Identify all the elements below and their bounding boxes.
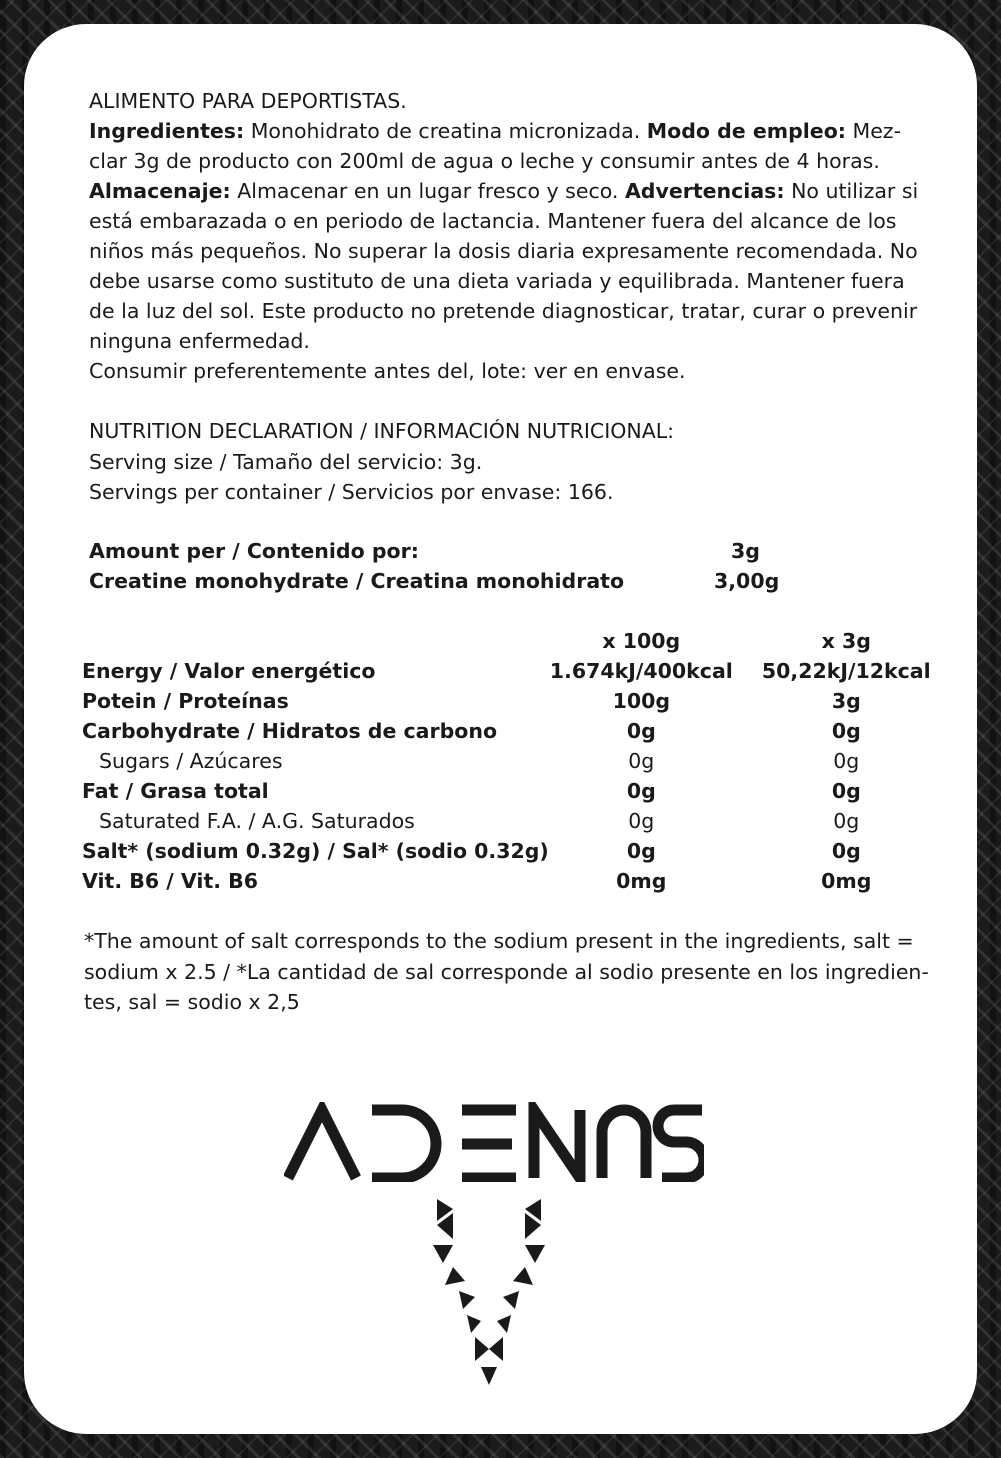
nutrient-per3: 3g <box>831 689 861 713</box>
label-description <box>89 116 919 356</box>
nutrition-table <box>82 626 959 896</box>
nutrient-name: Potein / Proteínas <box>82 689 289 713</box>
table-header-row <box>82 626 959 656</box>
brand-logo-wordmark <box>284 1102 704 1182</box>
table-row <box>82 806 959 836</box>
col-header-3g: x 3g <box>821 629 871 653</box>
salt-footnote <box>84 926 944 1018</box>
nutrient-per100: 0g <box>626 839 656 863</box>
creatine-value: 3,00g <box>714 569 780 593</box>
amount-label: Amount per / Contenido por: <box>89 539 419 563</box>
label-card <box>24 24 977 1434</box>
nutrient-per100: 0mg <box>616 869 667 893</box>
nutrient-name: Energy / Valor energético <box>82 659 376 683</box>
nutrient-per100: 0g <box>626 719 656 743</box>
col-header-100g: x 100g <box>602 629 681 653</box>
label-intro-text <box>89 86 919 386</box>
table-row <box>82 866 959 896</box>
servings-per-container: Servings per container / Servicios por envase: 166. <box>89 480 614 504</box>
nutrient-per3: 0g <box>833 809 860 833</box>
nutrition-title: NUTRITION DECLARATION / INFORMACIÓN NUTRICIONAL: <box>89 419 675 443</box>
storage-label: Almacenaje: <box>89 179 231 203</box>
nutrient-per100: 0g <box>628 809 655 833</box>
nutrient-name: Fat / Grasa total <box>82 779 269 803</box>
usage-label: Modo de empleo: <box>646 119 846 143</box>
amount-row <box>89 536 789 566</box>
storage-text: Almacenar en un lugar fresco y seco. <box>230 179 625 203</box>
nutrient-per100: 0g <box>626 779 656 803</box>
ingredients-text: Monohidrato de creatina micronizada. <box>244 119 647 143</box>
table-row <box>82 776 959 806</box>
nutrient-name: Vit. B6 / Vit. B6 <box>82 869 259 893</box>
nutrient-per100: 0g <box>628 749 655 773</box>
nutrient-per100: 1.674kJ/400kcal <box>549 659 733 683</box>
table-row <box>82 836 959 866</box>
product-category: ALIMENTO PARA DEPORTISTAS. <box>89 89 407 113</box>
amount-block <box>89 536 789 596</box>
amount-value: 3g <box>731 539 760 563</box>
brand-logo-deer-icon <box>429 1199 549 1394</box>
nutrient-per3: 0g <box>831 719 861 743</box>
creatine-label: Creatine monohydrate / Creatina monohidrato <box>89 569 625 593</box>
best-before-text: Consumir preferentemente antes del, lote: ver en envase. <box>89 359 686 383</box>
nutrition-header <box>89 416 674 508</box>
nutrient-per3: 0g <box>833 749 860 773</box>
nutrient-name: Sugars / Azúcares <box>99 749 283 773</box>
nutrient-per3: 0g <box>831 779 861 803</box>
table-row <box>82 746 959 776</box>
nutrient-per3: 50,22kJ/12kcal <box>761 659 931 683</box>
table-row <box>82 656 959 686</box>
warnings-label: Advertencias: <box>624 179 785 203</box>
table-row <box>82 716 959 746</box>
creatine-row <box>89 566 789 596</box>
ingredients-label: Ingredientes: <box>89 119 245 143</box>
nutrient-name: Salt* (sodium 0.32g) / Sal* (sodio 0.32g) <box>82 839 549 863</box>
nutrient-per3: 0mg <box>821 869 872 893</box>
nutrient-per100: 100g <box>612 689 671 713</box>
table-row <box>82 686 959 716</box>
nutrient-name: Carbohydrate / Hidratos de carbono <box>82 719 498 743</box>
serving-size: Serving size / Tamaño del servicio: 3g. <box>89 449 483 474</box>
usage-text: Mezclar 3g de producto con 200ml de agua o leche y consumir antes de 4 horas. <box>89 119 901 173</box>
warnings-text: No utilizar si está embarazada o en periodo de lactancia. Mantener fuera del alcance de los niños más pequeños. No superar la dosis diaria expresamente recomendada. No debe usarse como sustituto de una dieta variada y equilibrada. Mantener fuera de la luz del sol. Este producto no pretende diagnosticar, tratar, curar o prevenir ninguna enfermedad. <box>89 179 919 353</box>
footnote-text: *The amount of salt corresponds to the sodium present in the ingredients, salt = sodium x 2.5 / *La cantidad de sal corresponde al sodio presente en los ingredientes, sal = sodio x 2,5 <box>84 929 929 1014</box>
nutrient-name: Saturated F.A. / A.G. Saturados <box>99 809 415 833</box>
nutrient-per3: 0g <box>831 839 861 863</box>
